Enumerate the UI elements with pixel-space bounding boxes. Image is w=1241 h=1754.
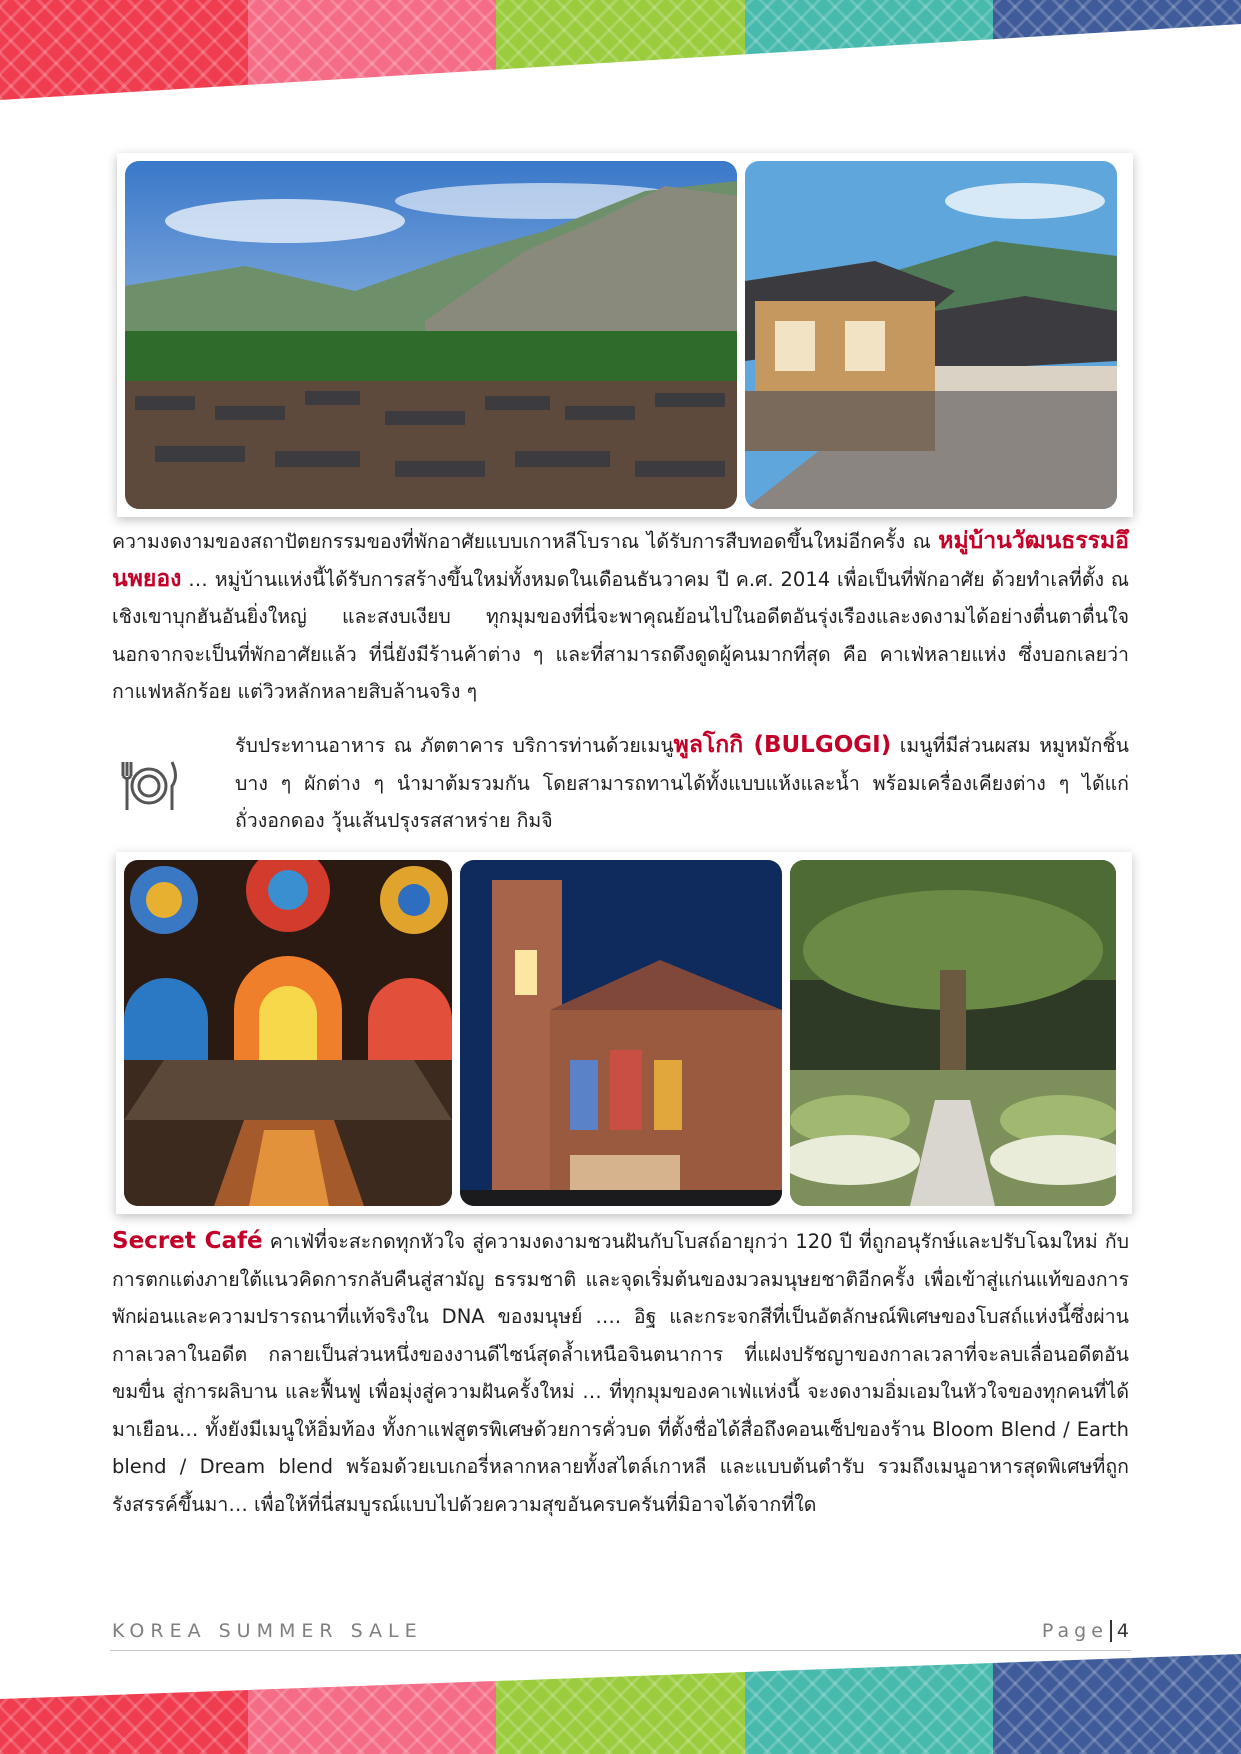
footer-page-number: 4 [1110, 1620, 1129, 1642]
footer-page [1042, 1620, 1129, 1642]
village-name-highlight: หมู่บ้านวัฒนธรรมอึนพยอง [112, 528, 1129, 592]
dining-plate-icon [117, 752, 181, 816]
village-description [112, 523, 1129, 711]
photo-row-village [117, 153, 1133, 517]
band-pink-segment [248, 0, 496, 100]
band-green-segment [496, 1654, 744, 1754]
footer-page-label: Page [1041, 1620, 1108, 1642]
meal-text-before: รับประทานอาหาร ณ ภัตตาคาร บริการท่านด้วยเมนู [235, 734, 674, 757]
footer-divider [110, 1650, 1131, 1651]
band-teal-segment [745, 1654, 993, 1754]
header-decorative-band [0, 0, 1241, 100]
band-teal-segment [745, 0, 993, 100]
secret-cafe-highlight: Secret Café [112, 1228, 263, 1254]
band-blue-segment [993, 1654, 1241, 1754]
meal-text-after: เมนูที่มีส่วนผสม หมูหมักชิ้นบาง ๆ ผักต่าง ๆ นำมาต้มรวมกัน โดยสามารถทานได้ทั้งแบบแห้งและน้ำ พร้อมเครื่องเคียงต่าง ๆ ได้แก่ ถั่วงอกดอง วุ้นเส้นปรุงรสสาหร่าย กิมจิ [235, 734, 1129, 832]
secret-cafe-text: คาเฟ่ที่จะสะกดทุกหัวใจ สู่ความงดงามชวนฝันกับโบสถ์อายุกว่า 120 ปี ที่ถูกอนุรักษ์และปรับโฉมใหม่ กับการตกแต่งภายใต้แนวคิดการกลับคืนสู่สามัญ ธรรมชาติ และจุดเริ่มต้นของมวลมนุษยชาติอีกครั้ง เพื่อเข้าสู่แก่นแท้ของการพักผ่อนและความปรารถนาที่แท้จริงใน DNA ของมนุษย์ …. อิฐ และกระจกสีที่เป็นอัตลักษณ์พิเศษของโบสถ์แห่งนี้ซึ่งผ่านกาลเวลาในอดีต กลายเป็นส่วนหนึ่งของงานดีไซน์สุดล้ำเหนือจินตนาการ ที่แฝงปรัชญาของกาลเวลาที่จะลบเลื่อนอดีตอันขมขื่น สู่การผลิบาน และฟื้นฟู เพื่อมุ่งสู่ความฝันครั้งใหม่ … ที่ทุกมุมของคาเฟ่แห่งนี้ จะงดงามอิ่มเอมในหัวใจของทุกคนที่ได้มาเยือน… ทั้งยังมีเมนูให้อิ่มท้อง ทั้งกาแฟสูตรพิเศษด้วยการคั่วบด ที่ตั้งชื่อได้สื่อถึงคอนเซ็ปของร้าน Bloom Blend / Earth blend / Dream blend พร้อมด้วยเบเกอรี่หลากหลายทั้งสไตล์เกาหลี และแบบต้นตำรับ รวมถึงเมนูอาหารสุดพิเศษที่ถูกรังสรรค์ขึ้นมา… เพื่อให้ที่นี่สมบูรณ์แบบไปด้วยความสุขอันครบครันที่มิอาจได้จากที่ใด [112, 1230, 1130, 1516]
indoor-tree-garden-photo [790, 860, 1116, 1206]
footer-decorative-band [0, 1654, 1241, 1754]
footer-brand: KOREA SUMMER SALE [112, 1620, 423, 1642]
korean-village-mountain-photo [125, 161, 737, 509]
band-red-segment [0, 1654, 248, 1754]
secret-cafe-description [112, 1223, 1129, 1523]
brick-church-night-photo [460, 860, 782, 1206]
band-pink-segment [248, 1654, 496, 1754]
band-blue-segment [993, 0, 1241, 100]
village-text-after: … หมู่บ้านแห่งนี้ได้รับการสร้างขึ้นใหม่ทั้งหมดในเดือนธันวาคม ปี ค.ศ. 2014 เพื่อเป็นที่พักอาศัย ด้วยทำเลที่ตั้ง ณ เชิงเขาบุกฮันอันยิ่งใหญ่ และสงบเงียบ ทุกมุมของที่นี่จะพาคุณย้อนไปในอดีตอันรุ่งเรืองและงดงามได้อย่างตื่นตาตื่นใจ นอกจากจะเป็นที่พักอาศัยแล้ว ที่นี่ยังมีร้านค้าต่าง ๆ และที่สามารถดึงดูดผู้คนมากที่สุด คือ คาเฟ่หลายแห่ง ซึ่งบอกเลยว่ากาแฟหลักร้อย แต่วิวหลักหลายสิบล้านจริง ๆ [112, 567, 1129, 703]
stained-glass-cafe-interior-photo [124, 860, 452, 1206]
meal-name-highlight: พูลโกกิ (BULGOGI) [673, 732, 892, 758]
band-red-segment [0, 0, 248, 100]
village-text-before: ความงดงามของสถาปัตยกรรมของที่พักอาศัยแบบเกาหลีโบราณ ได้รับการสืบทอดขึ้นใหม่อีกครั้ง ณ [112, 530, 939, 553]
hanok-street-photo [745, 161, 1117, 509]
photo-row-cafe [116, 852, 1132, 1214]
band-green-segment [496, 0, 744, 100]
meal-description [235, 727, 1129, 840]
